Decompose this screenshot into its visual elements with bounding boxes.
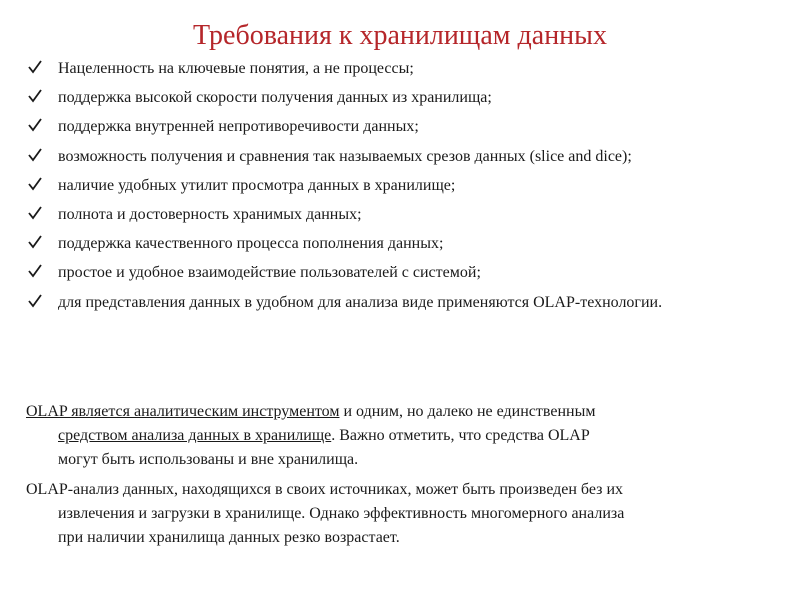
checkmark-icon (28, 60, 42, 74)
paragraph-line (26, 400, 776, 424)
list-item (26, 87, 766, 109)
list-item-text: наличие удобных утилит просмотра данных в хранилище; (58, 176, 456, 194)
underlined-phrase: средством анализа данных в хранилище (58, 427, 332, 444)
checkmark-icon (28, 294, 42, 308)
list-item-text: Нацеленность на ключевые понятия, а не процессы; (58, 60, 414, 77)
paragraph-line: OLAP-анализ данных, находящихся в своих источниках, может быть произведен без их (26, 481, 624, 498)
slide-title: Требования к хранилищам данных (193, 20, 607, 51)
list-item (26, 292, 766, 314)
checkmark-icon (28, 235, 42, 249)
checkmark-icon (28, 118, 42, 132)
list-item (26, 146, 766, 168)
list-item (26, 204, 766, 226)
list-item (26, 175, 766, 197)
list-item-text: поддержка внутренней непротиворечивости данных; (58, 118, 419, 136)
list-item-text: поддержка качественного процесса пополнения данных; (58, 235, 444, 253)
checkmark-icon (28, 264, 42, 278)
list-item (26, 58, 766, 80)
olap-paragraph (26, 400, 776, 472)
paragraph-line (26, 424, 776, 448)
checkmark-icon (28, 206, 42, 220)
paragraph-text: . Важно отметить, что средства OLAP (331, 427, 590, 444)
underlined-phrase: OLAP является аналитическим инструментом (26, 403, 340, 420)
paragraph-line: при наличии хранилища данных резко возрастает. (58, 529, 400, 546)
olap-analysis-paragraph (26, 478, 776, 550)
requirements-list (26, 58, 766, 321)
list-item-text: простое и удобное взаимодействие пользователей с системой; (58, 264, 481, 282)
list-item (26, 262, 766, 284)
paragraph-line: извлечения и загрузки в хранилище. Однако эффективность многомерного анализа (58, 505, 625, 522)
checkmark-icon (28, 177, 42, 191)
list-item-text: для представления данных в удобном для анализа виде применяются OLAP-технологии. (58, 293, 663, 311)
list-item-text: поддержка высокой скорости получения данных из хранилища; (58, 89, 492, 107)
list-item (26, 116, 766, 138)
list-item (26, 233, 766, 255)
list-item-text: возможность получения и сравнения так называемых срезов данных (slice and dice); (58, 147, 632, 165)
list-item-text: полнота и достоверность хранимых данных; (58, 205, 362, 223)
paragraph-text: и одним, но далеко не единственным (339, 403, 596, 420)
checkmark-icon (28, 148, 42, 162)
checkmark-icon (28, 89, 42, 103)
paragraph-line: могут быть использованы и вне хранилища. (58, 451, 359, 468)
